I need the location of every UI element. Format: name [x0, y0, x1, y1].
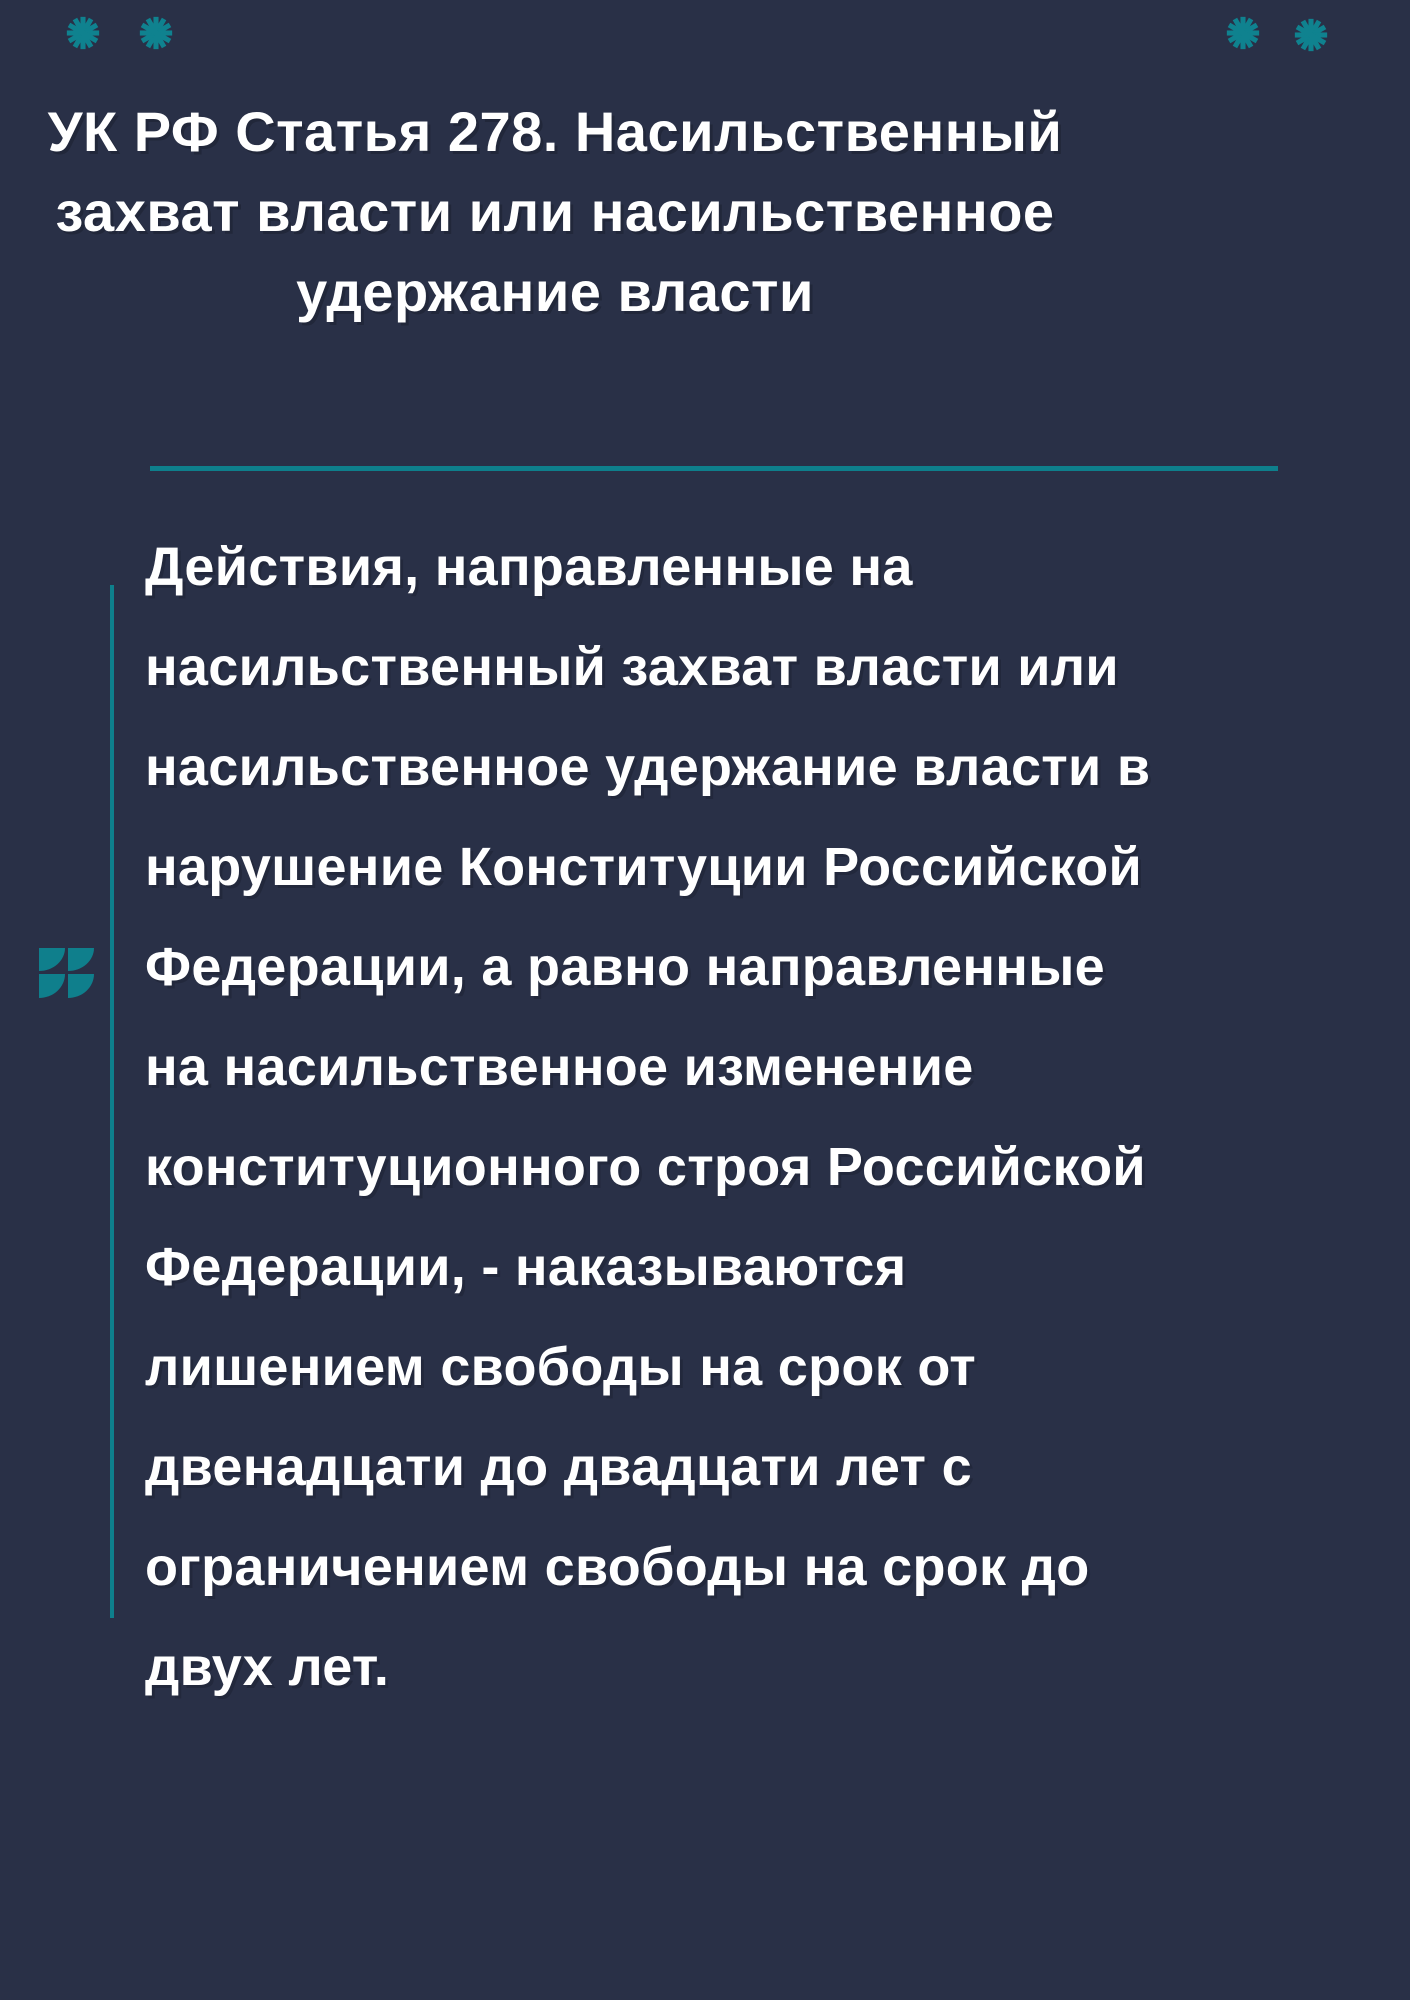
quote-vertical-bar — [110, 585, 114, 1618]
quote-mark-icon — [39, 948, 97, 1001]
starburst-icon — [66, 16, 100, 50]
divider-line — [150, 466, 1278, 471]
body-line: насильственное удержание власти в — [145, 737, 1151, 797]
article-body — [145, 517, 1150, 1717]
body-line: Действия, направленные на — [145, 537, 913, 597]
starburst-icon — [1294, 18, 1328, 52]
body-line: двенадцати до двадцати лет с — [145, 1437, 972, 1497]
body-line: ограничением свободы на срок до — [145, 1537, 1090, 1597]
article-title-line: УК РФ Статья 278. Насильственный — [47, 100, 1063, 163]
quote-petal — [68, 974, 94, 998]
article-title — [40, 92, 1070, 332]
body-line: нарушение Конституции Российской — [145, 837, 1143, 897]
article-title-line: удержание власти — [296, 260, 814, 323]
body-line: на насильственное изменение — [145, 1037, 974, 1097]
body-line: Федерации, а равно направленные — [145, 937, 1105, 997]
body-line: лишением свободы на срок от — [145, 1337, 977, 1397]
quote-petal — [39, 974, 65, 998]
body-line: насильственный захват власти или — [145, 637, 1119, 697]
body-line: Федерации, - наказываются — [145, 1237, 907, 1297]
quote-petal — [68, 948, 94, 971]
starburst-icon — [139, 16, 173, 50]
quote-petal — [39, 948, 65, 971]
body-line: двух лет. — [145, 1637, 390, 1697]
starburst-icon — [1226, 16, 1260, 50]
article-title-line: захват власти или насильственное — [55, 180, 1055, 243]
body-line: конституционного строя Российской — [145, 1137, 1146, 1197]
